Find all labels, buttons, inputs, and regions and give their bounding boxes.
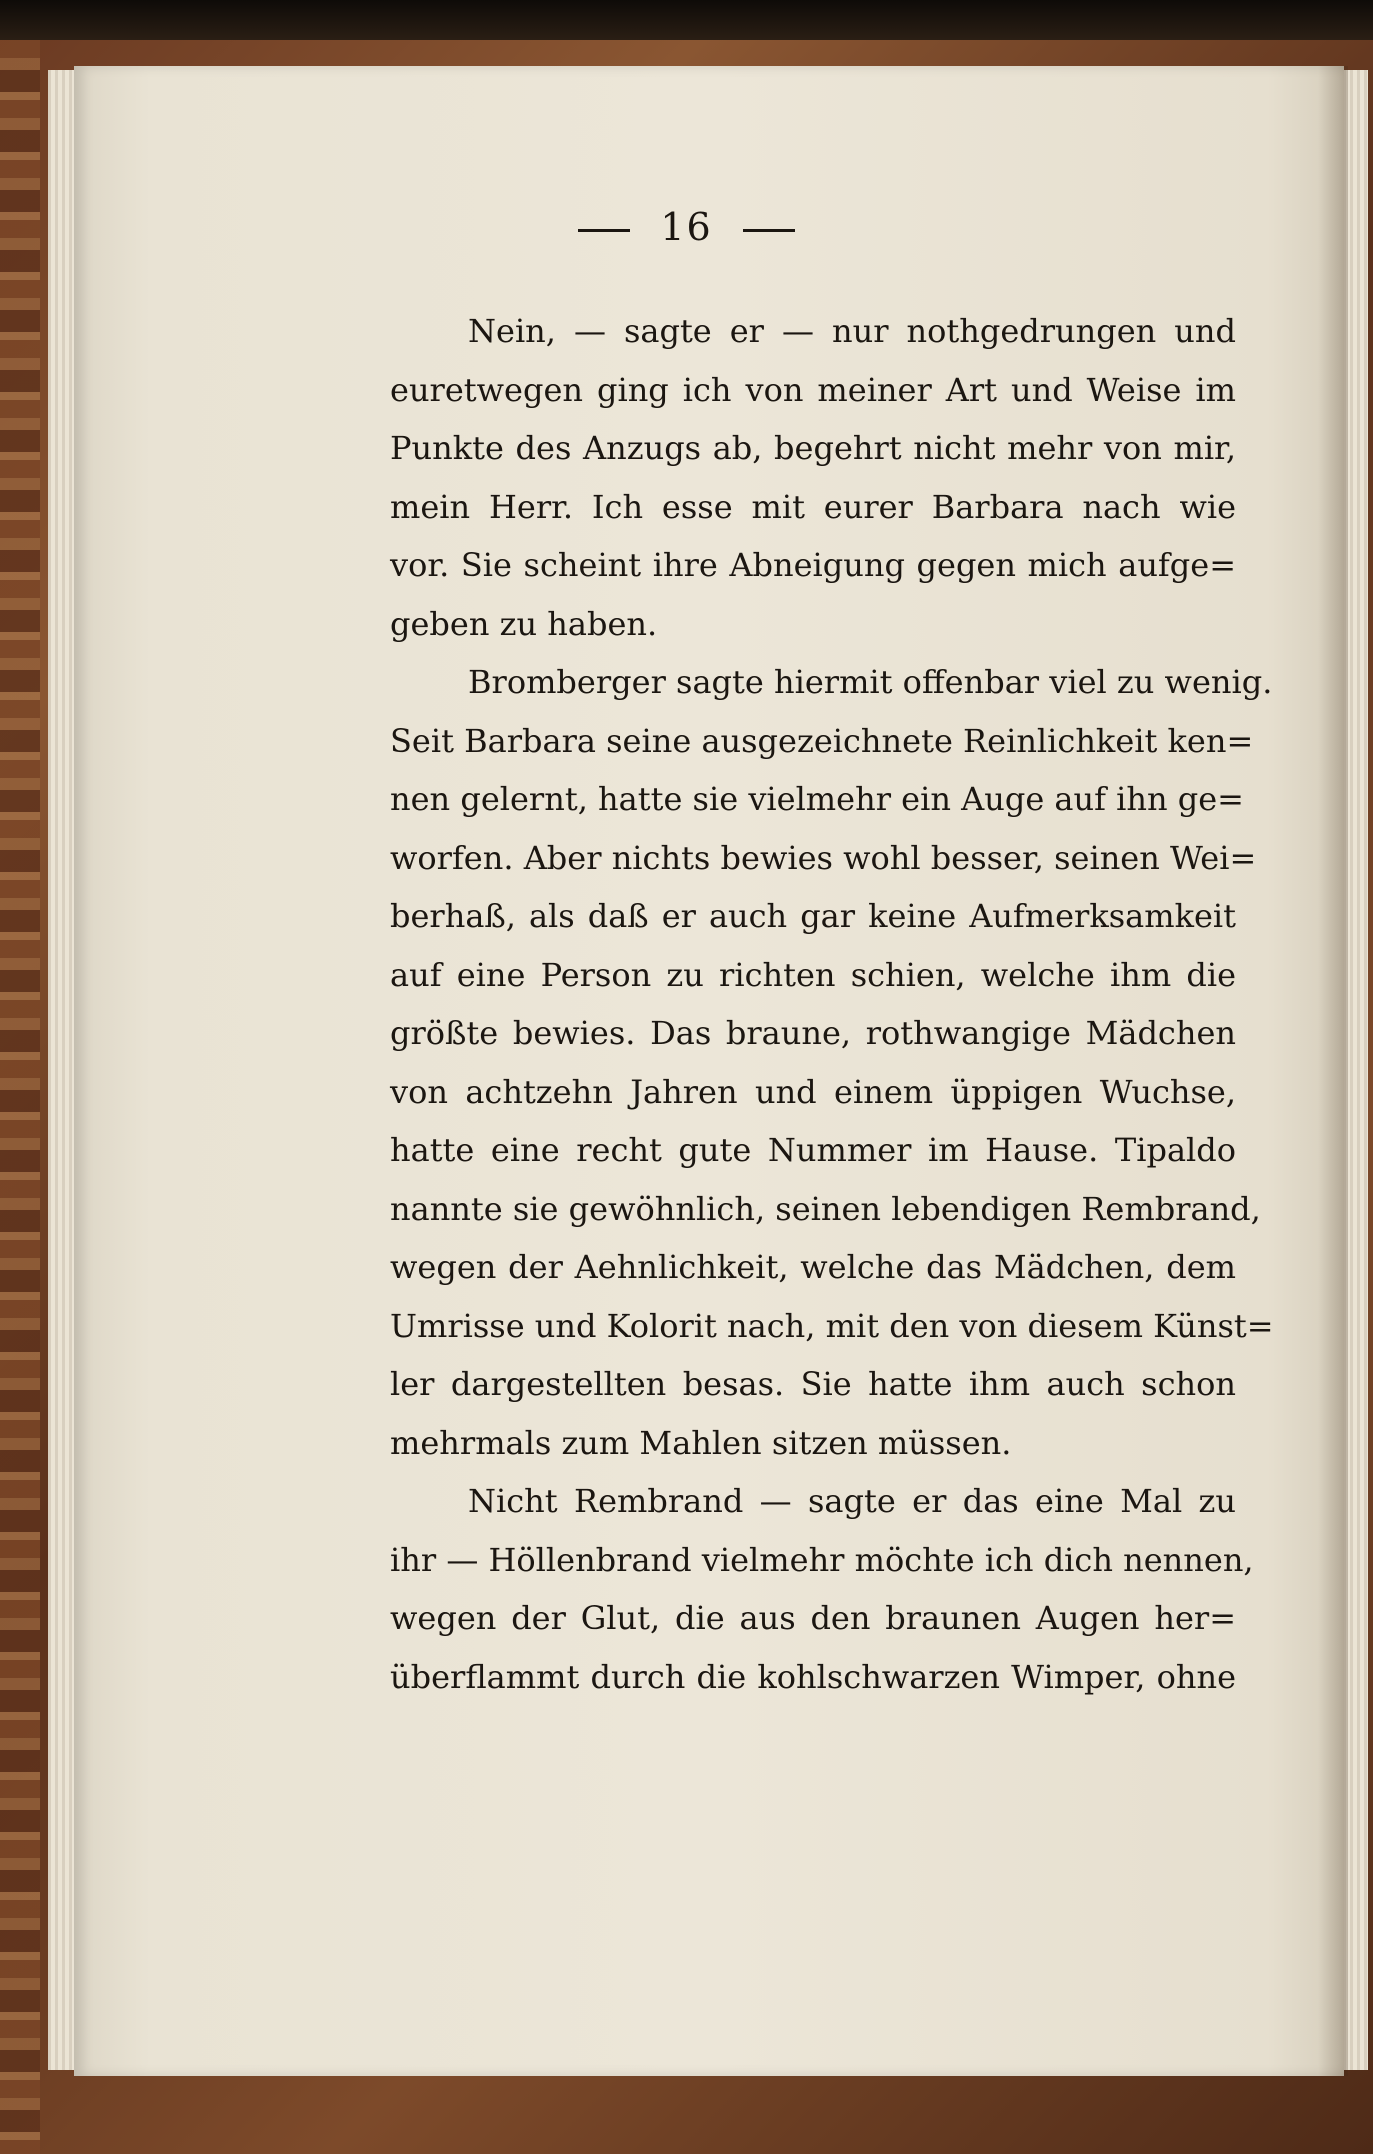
text-line: Umrisse und Kolorit nach, mit den von diesem Künst= [390, 1306, 1274, 1345]
text-line: Nein, — sagte er — nur nothgedrungen und [468, 312, 1236, 350]
text-line: mein Herr. Ich esse mit eurer Barbara nach wie [390, 487, 1236, 526]
text-line: hatte eine recht gute Nummer im Hause. Tipaldo [390, 1131, 1236, 1169]
page-text [390, 302, 1274, 1706]
text-line: ler dargestellten besas. Sie hatte ihm auch schon [390, 1365, 1236, 1403]
text-line: größte bewies. Das braune, rothwangige Mädchen [390, 1014, 1236, 1052]
text-line: wegen der Aehnlichkeit, welche das Mädchen, dem [390, 1248, 1236, 1286]
text-line: nen gelernt, hatte sie vielmehr ein Auge auf ihn ge= [390, 780, 1244, 818]
text-line: ihr — Höllenbrand vielmehr möchte ich dich nennen, [390, 1540, 1254, 1579]
book-spine-marbling [0, 40, 40, 2154]
page-number: 16 [660, 205, 713, 249]
text-line: von achtzehn Jahren und einem üppigen Wuchse, [390, 1072, 1236, 1111]
text-line: wegen der Glut, die aus den braunen Augen her= [390, 1599, 1236, 1637]
text-line: geben zu haben. [390, 604, 658, 643]
text-line: Bromberger sagte hiermit offenbar viel zu wenig. [468, 663, 1273, 701]
book-top-edge [0, 0, 1373, 40]
text-line: Punkte des Anzugs ab, begehrt nicht mehr von mir, [390, 429, 1236, 467]
header-dash-left [578, 229, 630, 232]
text-line: berhaß, als daß er auch gar keine Aufmerksamkeit [390, 897, 1236, 935]
text-line: mehrmals zum Mahlen sitzen müssen. [390, 1423, 1012, 1462]
text-line: Nicht Rembrand — sagte er das eine Mal zu [468, 1482, 1236, 1520]
text-line: euretwegen ging ich von meiner Art und Weise im [390, 370, 1236, 409]
text-line: überflammt durch die kohlschwarzen Wimper, ohne [390, 1657, 1236, 1696]
text-line: worfen. Aber nichts bewies wohl besser, seinen Wei= [390, 838, 1257, 877]
page-gutter-shadow [1318, 66, 1348, 2076]
page-number-header [0, 205, 1373, 249]
text-line: Seit Barbara seine ausgezeichnete Reinlichkeit ken= [390, 721, 1254, 760]
text-line: auf eine Person zu richten schien, welche ihm die [390, 955, 1236, 994]
text-line: nannte sie gewöhnlich, seinen lebendigen Rembrand, [390, 1189, 1261, 1228]
text-line: vor. Sie scheint ihre Abneigung gegen mich aufge= [390, 546, 1236, 584]
header-dash-right [743, 229, 795, 232]
